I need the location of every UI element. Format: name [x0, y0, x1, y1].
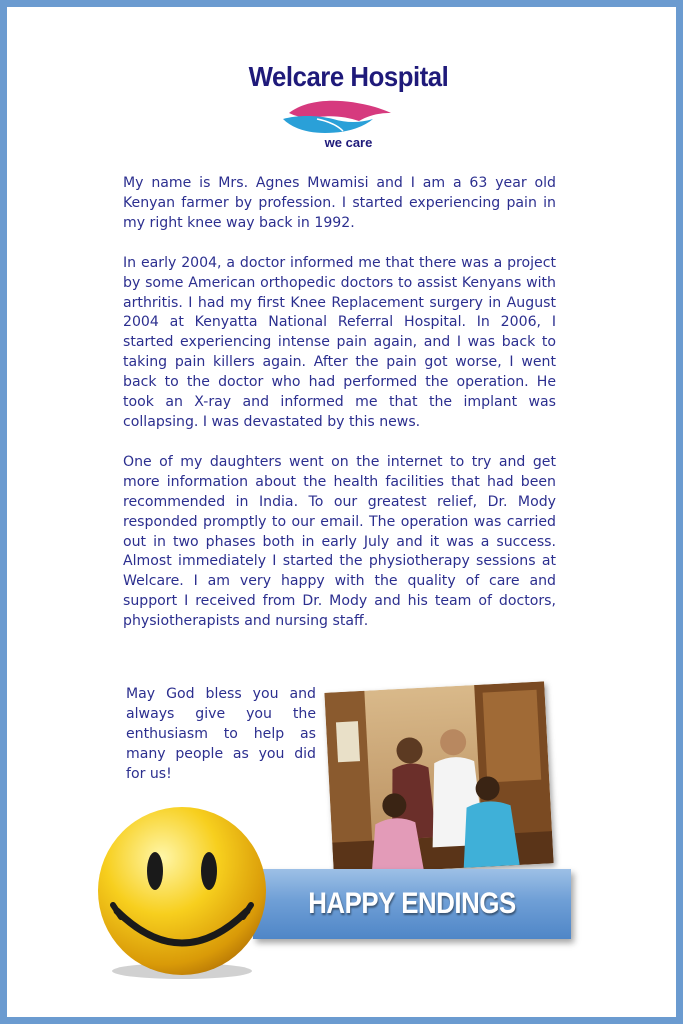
happy-endings-banner — [253, 869, 571, 939]
story-paragraph: My name is Mrs. Agnes Mwamisi and I am a 63 year old Kenyan farmer by profession. I started experiencing pain in my right knee way back in 1992. — [123, 175, 556, 231]
story-paragraph: One of my daughters went on the internet to try and get more information about the health facilities that had been recommended in India. To our greatest relief, Dr. Mody responded promptly to our email. The operation was carried out in two phases both in early July and it was a success. Almost immediately I started the physiotherapy sessions at Welcare. I am very happy with the quality of care and support I received from Dr. Mody and his team of doctors, physiotherapists and nursing staff. — [123, 453, 556, 630]
hospital-tagline: we care — [324, 135, 373, 150]
hospital-header — [7, 61, 683, 93]
hospital-name: Welcare Hospital — [248, 61, 449, 92]
closing-blessing: May God bless you and always give you the enthusiasm to help as many people as you did for us! — [126, 686, 316, 782]
testimonial-text — [123, 174, 556, 652]
group-photo — [324, 681, 553, 874]
caring-hands-logo-icon — [277, 95, 397, 137]
smiley-face-icon — [87, 805, 277, 981]
story-paragraph: In early 2004, a doctor informed me that there was a project by some American orthopedic doctors to assist Kenyans with arthritis. I had my first Knee Replacement surgery in August 2004 at Kenyatta National Referral Hospital. In 2006, I started experiencing intense pain again, and I was back to taking pain killers again. After the pain got worse, I went back to the doctor who had performed the operation. He took an X-ray and informed me that the implant was collapsing. I was devastated by this news. — [123, 254, 556, 430]
banner-title: HAPPY ENDINGS — [308, 887, 516, 920]
